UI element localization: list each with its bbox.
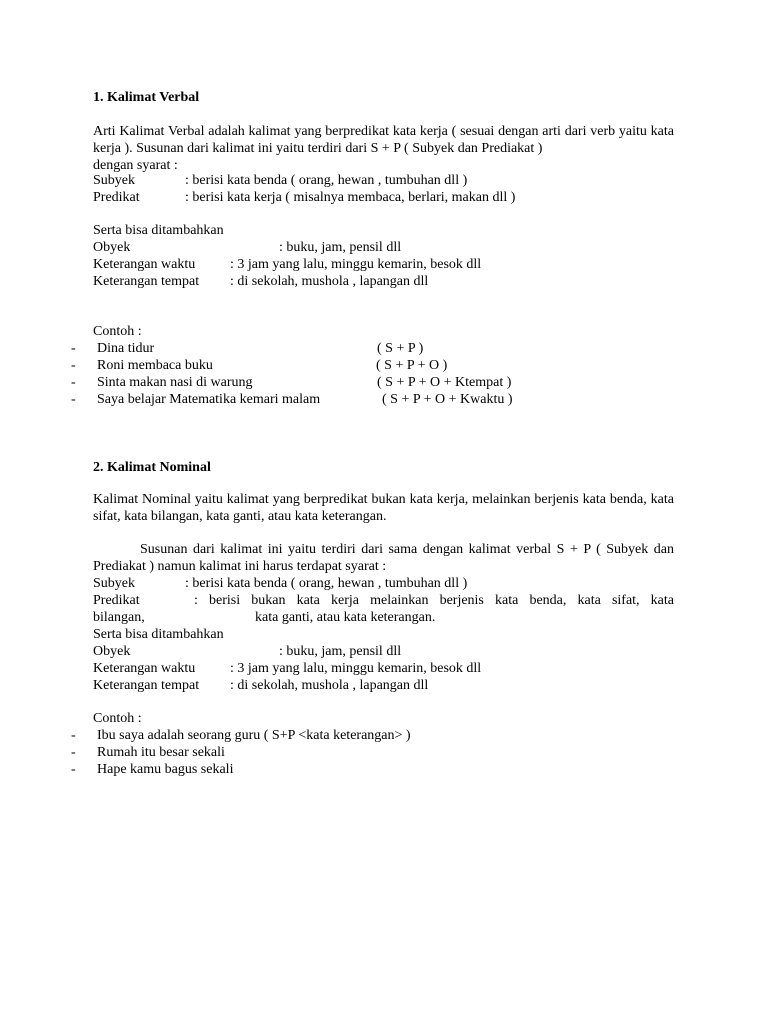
list-dash: - [71, 358, 76, 373]
verbal-ket-tempat-value: : di sekolah, mushola , lapangan dll [230, 274, 429, 289]
nominal-ket-waktu-value: : 3 jam yang lalu, minggu kemarin, besok dll [230, 661, 482, 676]
list-dash: - [71, 745, 76, 760]
list-dash: - [71, 392, 76, 407]
example-text: Saya belajar Matematika kemari malam [97, 392, 321, 407]
nominal-predikat-label: Predikat [93, 593, 140, 608]
list-dash: - [71, 762, 76, 777]
verbal-ket-waktu-row [93, 256, 674, 273]
example-text: Hape kamu bagus sekali [97, 762, 234, 777]
list-item [71, 391, 691, 408]
list-dash: - [71, 728, 76, 743]
verbal-examples [71, 340, 691, 408]
nominal-predikat-row [93, 592, 674, 609]
example-text: Dina tidur [97, 341, 155, 356]
section-title-verbal: 1. Kalimat Verbal [93, 90, 200, 105]
nominal-predikat-cont-b: kata ganti, atau kata keterangan. [255, 610, 436, 625]
section-title-nominal: 2. Kalimat Nominal [93, 460, 211, 475]
verbal-serta-text: Serta bisa ditambahkan [93, 223, 224, 238]
nominal-ket-waktu-row [93, 660, 674, 677]
verbal-obyek-value: : buku, jam, pensil dll [279, 240, 402, 255]
nominal-ket-tempat-value: : di sekolah, mushola , lapangan dll [230, 678, 429, 693]
verbal-ket-waktu-label: Keterangan waktu [93, 257, 196, 272]
verbal-subyek-label: Subyek [93, 173, 135, 188]
example-pattern: ( S + P ) [377, 341, 424, 356]
verbal-predikat-value: : berisi kata kerja ( misalnya membaca, berlari, makan dll ) [185, 190, 516, 205]
verbal-serta [93, 222, 674, 239]
nominal-obyek-label: Obyek [93, 644, 131, 659]
nominal-syarat [93, 575, 674, 694]
nominal-obyek-row [93, 643, 674, 660]
nominal-ket-tempat-label: Keterangan tempat [93, 678, 200, 693]
example-text: Rumah itu besar sekali [97, 745, 225, 760]
verbal-subyek-value: : berisi kata benda ( orang, hewan , tumbuhan dll ) [185, 173, 468, 188]
nominal-ket-waktu-label: Keterangan waktu [93, 661, 196, 676]
verbal-contoh-label: Contoh : [93, 324, 142, 339]
list-item [71, 744, 691, 761]
verbal-predikat-label: Predikat [93, 190, 140, 205]
nominal-contoh-label: Contoh : [93, 711, 142, 726]
nominal-predikat-row-2 [93, 609, 674, 626]
verbal-syarat [93, 172, 674, 206]
nominal-predikat-cont-a: bilangan, [93, 610, 145, 625]
verbal-ket-waktu-value: : 3 jam yang lalu, minggu kemarin, besok dll [230, 257, 482, 272]
nominal-paragraph-1: Kalimat Nominal yaitu kalimat yang berpredikat bukan kata kerja, melainkan berjenis kata benda, kata sifat, kata bilangan, kata ganti, atau kata keterangan. [93, 492, 674, 524]
nominal-subyek-value: : berisi kata benda ( orang, hewan , tumbuhan dll ) [185, 576, 468, 591]
list-item [71, 374, 691, 391]
nominal-examples [71, 727, 691, 778]
verbal-obyek-row [93, 239, 674, 256]
nominal-predikat-value: : berisi bukan kata kerja melainkan berjenis kata benda, kata sifat, kata [194, 593, 674, 608]
nominal-subyek-label: Subyek [93, 576, 135, 591]
verbal-ket-tempat-label: Keterangan tempat [93, 274, 200, 289]
list-item [71, 727, 691, 744]
verbal-paragraph-text: Arti Kalimat Verbal adalah kalimat yang berpredikat kata kerja ( sesuai dengan arti dari verb yaitu kata kerja ). Susunan dari kalimat ini yaitu terdiri dari S + P ( Subyek dan Prediakat ) [93, 124, 674, 156]
example-text: Ibu saya adalah seorang guru ( S+P <kata keterangan> ) [97, 728, 411, 743]
example-text: Roni membaca buku [97, 358, 213, 373]
list-item [71, 357, 691, 374]
example-pattern: ( S + P + O + Ktempat ) [377, 375, 512, 390]
nominal-serta [93, 626, 674, 643]
verbal-subyek-row [93, 172, 674, 189]
verbal-paragraph [93, 123, 674, 174]
example-pattern: ( S + P + O + Kwaktu ) [382, 392, 513, 407]
list-item [71, 340, 691, 357]
nominal-obyek-value: : buku, jam, pensil dll [279, 644, 402, 659]
list-dash: - [71, 341, 76, 356]
verbal-predikat-row [93, 189, 674, 206]
example-text: Sinta makan nasi di warung [97, 375, 253, 390]
nominal-serta-text: Serta bisa ditambahkan [93, 627, 224, 642]
list-dash: - [71, 375, 76, 390]
example-pattern: ( S + P + O ) [376, 358, 448, 373]
verbal-ket-tempat-row [93, 273, 674, 290]
verbal-tambahan [93, 222, 674, 290]
nominal-paragraph-2: Susunan dari kalimat ini yaitu terdiri dari sama dengan kalimat verbal S + P ( Subyek dan Prediakat ) namun kalimat ini harus terdapat syarat : [93, 542, 674, 574]
nominal-ket-tempat-row [93, 677, 674, 694]
verbal-paragraph-last: dengan syarat : [93, 158, 178, 173]
verbal-obyek-label: Obyek [93, 240, 131, 255]
nominal-subyek-row [93, 575, 674, 592]
list-item [71, 761, 691, 778]
